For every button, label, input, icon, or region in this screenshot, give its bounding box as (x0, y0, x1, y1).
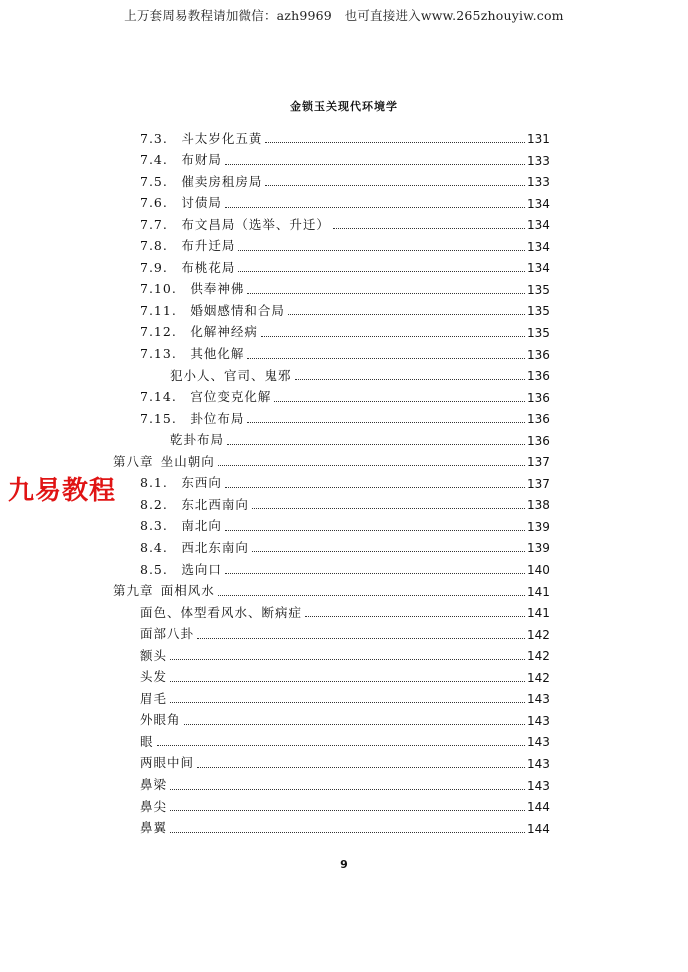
toc-entry[interactable] (0, 211, 553, 231)
toc-entry-label (140, 757, 194, 770)
toc-entry-number: 7.10. (140, 281, 177, 297)
toc-leader-dots (170, 680, 525, 682)
toc-entry-label (140, 822, 167, 835)
toc-leader-dots (170, 788, 525, 790)
toc-leader-dots (247, 292, 525, 294)
toc-entry-page: 138 (527, 498, 550, 513)
toc-entry-title: 东北西南向 (181, 496, 249, 512)
toc-entry[interactable] (0, 815, 553, 835)
toc-entry[interactable] (0, 642, 553, 662)
toc-entry-page: 142 (527, 649, 550, 664)
toc-entry-title: 其他化解 (190, 346, 245, 361)
toc-entry-number: 7.6. (140, 195, 168, 211)
toc-entry[interactable] (0, 707, 553, 727)
toc-leader-dots (274, 400, 525, 402)
toc-entry-title: 东西向 (181, 475, 222, 491)
toc-entry-page: 139 (527, 519, 550, 534)
toc-leader-dots (225, 163, 525, 165)
toc-entry-title: 布桃花局 (181, 259, 236, 275)
toc-leader-dots (252, 550, 525, 552)
toc-leader-dots (157, 744, 525, 746)
toc-entry-title: 鼻梁 (140, 777, 168, 792)
toc-leader-dots (295, 378, 525, 380)
toc-entry[interactable] (0, 772, 553, 792)
toc-entry-title: 婚姻感情和合局 (190, 302, 285, 318)
toc-entry[interactable] (0, 341, 553, 361)
toc-leader-dots (184, 723, 525, 725)
toc-entry-page: 133 (527, 153, 550, 168)
toc-entry-label (140, 154, 222, 167)
toc-entry-number: 8.1. (140, 475, 168, 491)
toc-leader-dots (333, 227, 525, 229)
toc-entry[interactable] (0, 362, 553, 382)
toc-entry-page: 136 (527, 390, 550, 405)
toc-entry[interactable] (0, 254, 553, 274)
toc-entry[interactable] (0, 750, 553, 770)
toc-entry-label (140, 391, 271, 404)
toc-entry-page: 134 (527, 218, 550, 233)
toc-entry-label (140, 173, 263, 189)
toc-entry[interactable] (0, 556, 553, 576)
toc-entry[interactable] (0, 384, 553, 404)
toc-entry[interactable] (0, 297, 553, 317)
toc-entry-page: 144 (527, 800, 550, 815)
toc-entry[interactable] (0, 578, 553, 598)
toc-leader-dots (225, 206, 525, 208)
toc-entry-label (140, 302, 285, 318)
toc-entry-number: 7.9. (140, 259, 168, 275)
toc-entry-label (140, 496, 249, 512)
toc-entry[interactable] (0, 125, 553, 145)
toc-entry-label (170, 367, 292, 383)
toc-entry-number: 第九章 (113, 583, 154, 599)
toc-entry-title: 斗太岁化五黄 (181, 130, 263, 146)
toc-leader-dots (238, 270, 525, 272)
toc-entry-label (113, 585, 215, 598)
toc-entry-title: 两眼中间 (140, 755, 195, 771)
toc-entry[interactable] (0, 168, 553, 188)
toc-leader-dots (170, 809, 525, 811)
toc-entry-page: 131 (527, 132, 550, 146)
toc-entry-number: 8.3. (140, 518, 168, 534)
toc-entry-page: 140 (527, 563, 550, 577)
toc-entry-label (140, 216, 330, 232)
toc-entry[interactable] (0, 448, 553, 468)
toc-entry-page: 144 (527, 821, 550, 836)
toc-entry[interactable] (0, 190, 553, 210)
toc-entry[interactable] (0, 319, 553, 339)
toc-entry-title: 布文昌局（选举、升迁） (181, 216, 330, 232)
toc-entry-label (140, 539, 249, 555)
toc-entry-title: 外眼角 (140, 712, 181, 728)
toc-entry[interactable] (0, 621, 553, 641)
toc-entry-number: 7.11. (140, 302, 177, 318)
toc-leader-dots (170, 701, 525, 703)
toc-entry-label (113, 453, 215, 469)
toc-entry-page: 143 (527, 756, 550, 771)
toc-entry-page: 136 (527, 369, 550, 384)
toc-entry-label (140, 520, 222, 533)
toc-entry-page: 139 (527, 541, 550, 556)
toc-entry-label (140, 604, 303, 620)
toc-entry[interactable] (0, 470, 553, 490)
toc-entry-number: 7.7. (140, 216, 168, 232)
toc-entry-page: 136 (527, 433, 550, 448)
toc-entry-label (140, 197, 222, 210)
top-banner: 上万套周易教程请加微信：azh9969 也可直接进入www.265zhouyiw.com (124, 8, 564, 23)
toc-leader-dots (218, 594, 525, 596)
toc-entry[interactable] (0, 793, 553, 813)
toc-leader-dots (218, 464, 525, 466)
toc-entry-title: 鼻尖 (140, 798, 168, 814)
toc-entry-number: 8.2. (140, 496, 168, 512)
toc-entry[interactable] (0, 491, 553, 511)
toc-entry-title: 头发 (140, 669, 168, 685)
toc-entry-page: 141 (527, 584, 550, 599)
toc-leader-dots (238, 249, 525, 251)
toc-entry-label (140, 647, 168, 663)
toc-entry-title: 布财局 (181, 152, 222, 168)
toc-entry-title: 乾卦布局 (170, 432, 225, 448)
toc-entry-title: 面相风水 (160, 583, 215, 599)
toc-entry-number: 7.14. (140, 389, 177, 405)
toc-entry-number: 7.5. (140, 173, 168, 189)
toc-entry-page: 136 (527, 412, 550, 427)
toc-entry-title: 催卖房租房局 (181, 173, 263, 189)
toc-entry-page: 134 (527, 196, 550, 211)
toc-entry-label (140, 733, 154, 749)
toc-entry-title: 面色、体型看风水、断病症 (140, 604, 303, 620)
toc-entry[interactable] (0, 427, 553, 447)
toc-entry-title: 化解神经病 (190, 324, 258, 340)
toc-entry[interactable] (0, 728, 553, 748)
toc-entry-title: 犯小人、官司、鬼邪 (170, 367, 292, 383)
toc-entry-label (140, 779, 167, 792)
toc-leader-dots (252, 507, 525, 509)
page-header-title: 金锁玉关现代环境学 (290, 100, 398, 113)
toc-entry-label (140, 410, 245, 426)
toc-entry-page: 143 (527, 713, 550, 728)
toc-entry-number: 7.15. (140, 410, 177, 426)
toc-entry-label (170, 434, 224, 447)
toc-entry-page: 143 (527, 735, 550, 750)
toc-entry-label (140, 130, 263, 146)
toc-entry-page: 135 (527, 282, 550, 297)
toc-entry-number: 7.12. (140, 324, 177, 340)
toc-entry-label (140, 714, 181, 727)
toc-entry-page: 133 (527, 175, 550, 190)
toc-leader-dots (225, 529, 525, 531)
page-number: 9 (340, 858, 348, 871)
toc-entry-title: 面部八卦 (140, 626, 195, 642)
toc-entry-number: 8.5. (140, 561, 168, 577)
toc-leader-dots (197, 766, 525, 768)
toc-entry-title: 坐山朝向 (160, 453, 215, 469)
toc-entry-label (140, 671, 167, 684)
toc-entry[interactable] (0, 405, 553, 425)
toc-entry-label (140, 259, 236, 275)
toc-entry-label (140, 326, 258, 339)
toc-entry-label (140, 348, 244, 361)
toc-entry-page: 136 (527, 347, 550, 362)
toc-entry-number: 7.4. (140, 152, 168, 168)
toc-leader-dots (197, 637, 525, 639)
toc-entry-title: 眼 (140, 733, 154, 749)
toc-leader-dots (225, 572, 525, 574)
toc-entry[interactable] (0, 147, 553, 167)
toc-entry[interactable] (0, 534, 553, 554)
toc-leader-dots (305, 615, 525, 617)
toc-entry[interactable] (0, 685, 553, 705)
toc-leader-dots (288, 313, 525, 315)
toc-entry-page: 143 (527, 692, 550, 707)
toc-entry[interactable] (0, 513, 553, 533)
toc-entry-title: 眉毛 (140, 690, 168, 706)
toc-entry-page: 137 (527, 455, 550, 470)
toc-entry[interactable] (0, 233, 553, 253)
toc-leader-dots (265, 184, 525, 186)
toc-entry-page: 142 (527, 627, 550, 642)
toc-entry-number: 7.8. (140, 238, 168, 254)
toc-entry-title: 讨债局 (181, 195, 222, 211)
toc-leader-dots (227, 443, 525, 445)
toc-entry-page: 142 (527, 670, 550, 685)
toc-leader-dots (170, 831, 525, 833)
toc-entry-label (140, 477, 222, 490)
toc-entry-page: 134 (527, 239, 550, 254)
toc-leader-dots (261, 335, 525, 337)
toc-entry-label (140, 283, 244, 296)
toc-leader-dots (247, 421, 525, 423)
toc-entry-page: 135 (527, 304, 550, 319)
toc-entry-label (140, 240, 235, 253)
toc-entry-page: 143 (527, 778, 550, 793)
toc-entry-title: 宫位变克化解 (190, 389, 272, 405)
toc-entry-title: 布升迁局 (181, 238, 236, 254)
toc-entry-title: 卦位布局 (190, 410, 245, 426)
toc-entry[interactable] (0, 599, 553, 619)
toc-leader-dots (225, 486, 525, 488)
toc-entry-page: 134 (527, 261, 550, 276)
toc-entry[interactable] (0, 276, 553, 296)
toc-entry-number: 7.3. (140, 130, 168, 146)
watermark-logo: 九易教程 (8, 476, 117, 506)
toc-entry-title: 选向口 (181, 561, 222, 577)
toc-entry-page: 137 (527, 476, 550, 491)
toc-leader-dots (265, 141, 525, 143)
toc-entry-number: 8.4. (140, 539, 168, 555)
toc-entry-number: 7.13. (140, 346, 177, 361)
toc-entry[interactable] (0, 664, 553, 684)
toc-entry-title: 西北东南向 (181, 539, 249, 555)
toc-entry-label (140, 628, 194, 641)
toc-entry-title: 鼻翼 (140, 820, 168, 836)
toc-entry-label (140, 561, 222, 577)
toc-entry-page: 141 (527, 606, 550, 621)
toc-entry-number: 第八章 (113, 453, 154, 469)
toc-leader-dots (170, 658, 525, 660)
toc-entry-title: 南北向 (181, 518, 222, 534)
toc-entry-title: 额头 (140, 647, 168, 663)
toc-entry-title: 供奉神佛 (190, 281, 245, 297)
toc-entry-label (140, 690, 168, 706)
toc-entry-page: 135 (527, 325, 550, 340)
toc-entry-label (140, 798, 168, 814)
toc-leader-dots (247, 357, 525, 359)
